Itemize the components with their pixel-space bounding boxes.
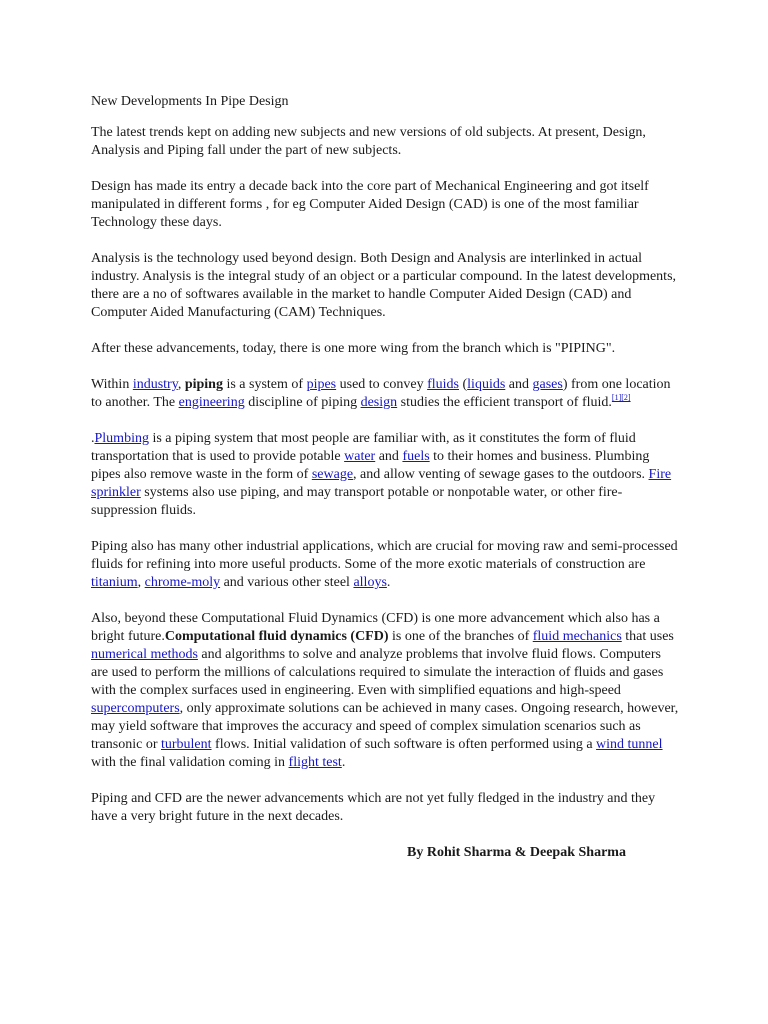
text: , and allow venting of sewage gases to the outdoors.	[353, 467, 649, 482]
text: with the final validation coming in	[91, 755, 289, 770]
text: ) from one location to another. The	[91, 377, 671, 410]
paragraph-piping-intro: After these advancements, today, there is one more wing from the branch which is "PIPING".	[91, 341, 616, 356]
text: discipline of piping	[244, 395, 361, 410]
paragraph-analysis: Analysis is the technology used beyond design. Both Design and Analysis are interlinked in actual industry. Analysis is the integral study of an object or a particular compound. In the latest developments, there are a no of softwares available in the market to handle Computer Aided Design (CAD) and Computer Aided Manufacturing (CAM) Techniques.	[91, 251, 677, 320]
text: Piping also has many other industrial applications, which are crucial for moving raw and semi-processed fluids for refining into more useful products. Some of the more exotic materials of construction are	[91, 539, 678, 572]
text: Also, beyond these Computational Fluid Dynamics (CFD) is one more advancement which also has a bright future.	[91, 611, 660, 644]
paragraph-conclusion: Piping and CFD are the newer advancements which are not yet fully fledged in the industry and they have a very bright future in the next decades.	[91, 791, 656, 824]
text: to their homes and business. Plumbing pipes also remove waste in the form of	[91, 449, 650, 482]
text: ,	[137, 575, 145, 590]
link-fluid-mechanics[interactable]: fluid mechanics	[532, 629, 622, 644]
link-supercomputers[interactable]: supercomputers	[91, 701, 180, 716]
link-fire-sprinkler[interactable]: Fire sprinkler	[91, 467, 672, 500]
text: that uses	[621, 629, 674, 644]
link-fluids[interactable]: fluids	[427, 377, 459, 392]
text: used to convey	[336, 377, 428, 392]
paragraph-piping-definition	[91, 376, 681, 412]
link-titanium[interactable]: titanium	[91, 575, 138, 590]
text: .	[91, 431, 95, 446]
text: .	[341, 755, 346, 770]
link-pipes[interactable]: pipes	[306, 377, 337, 392]
paragraph-trends: The latest trends kept on adding new subjects and new versions of old subjects. At present, Design, Analysis and Piping fall under the part of new subjects.	[91, 125, 646, 158]
document-body	[91, 93, 681, 862]
link-gases[interactable]: gases	[532, 377, 563, 392]
text: systems also use piping, and may transport potable or nonpotable water, or other fire-suppression fluids.	[91, 485, 623, 518]
text: is a system of	[222, 377, 307, 392]
text: ,	[177, 377, 185, 392]
link-engineering[interactable]: engineering	[178, 395, 245, 410]
text: is one of the branches of	[388, 629, 533, 644]
link-industry[interactable]: industry	[132, 377, 178, 392]
text: .	[386, 575, 391, 590]
link-numerical-methods[interactable]: numerical methods	[91, 647, 198, 662]
paragraph-plumbing	[91, 430, 681, 520]
text: Within	[91, 377, 133, 392]
link-design[interactable]: design	[360, 395, 398, 410]
text: and various other steel	[220, 575, 354, 590]
paragraph-industrial-applications	[91, 538, 681, 592]
reference-links[interactable]: [1][2]	[611, 393, 631, 402]
document-title: New Developments In Pipe Design	[91, 94, 289, 109]
bold-piping: piping	[184, 377, 223, 392]
text: is a piping system that most people are familiar with, as it constitutes the form of fluid transportation that is used to provide potable	[91, 431, 636, 464]
text: studies the efficient transport of fluid.	[397, 395, 612, 410]
link-fuels[interactable]: fuels	[402, 449, 430, 464]
link-turbulent[interactable]: turbulent	[160, 737, 212, 752]
author-byline: By Rohit Sharma & Deepak Sharma	[407, 845, 626, 860]
paragraph-design: Design has made its entry a decade back into the core part of Mechanical Engineering and got itself manipulated in different forms , for eg Computer Aided Design (CAD) is one of the most familiar Technology these days.	[91, 179, 649, 230]
link-chrome-moly[interactable]: chrome-moly	[144, 575, 221, 590]
text: (	[459, 377, 468, 392]
bold-cfd: Computational fluid dynamics (CFD)	[164, 629, 389, 644]
text: and	[375, 449, 403, 464]
link-liquids[interactable]: liquids	[467, 377, 506, 392]
link-sewage[interactable]: sewage	[311, 467, 354, 482]
link-alloys[interactable]: alloys	[353, 575, 387, 590]
paragraph-cfd	[91, 610, 681, 772]
link-wind-tunnel[interactable]: wind tunnel	[596, 737, 663, 752]
text: and	[505, 377, 533, 392]
link-plumbing[interactable]: Plumbing	[94, 431, 149, 446]
link-water[interactable]: water	[344, 449, 376, 464]
text: and algorithms to solve and analyze problems that involve fluid flows. Computers are used to perform the millions of calculations required to simulate the interaction of fluids and gases with the complex surfaces used in engineering. Even with simplified equations and high-speed	[91, 647, 664, 698]
text: flows. Initial validation of such software is often performed using a	[211, 737, 597, 752]
text: , only approximate solutions can be achieved in many cases. Ongoing research, however, may yield software that improves the accuracy and speed of complex simulation scenarios such as transonic or	[91, 701, 679, 752]
link-flight-test[interactable]: flight test	[288, 755, 342, 770]
